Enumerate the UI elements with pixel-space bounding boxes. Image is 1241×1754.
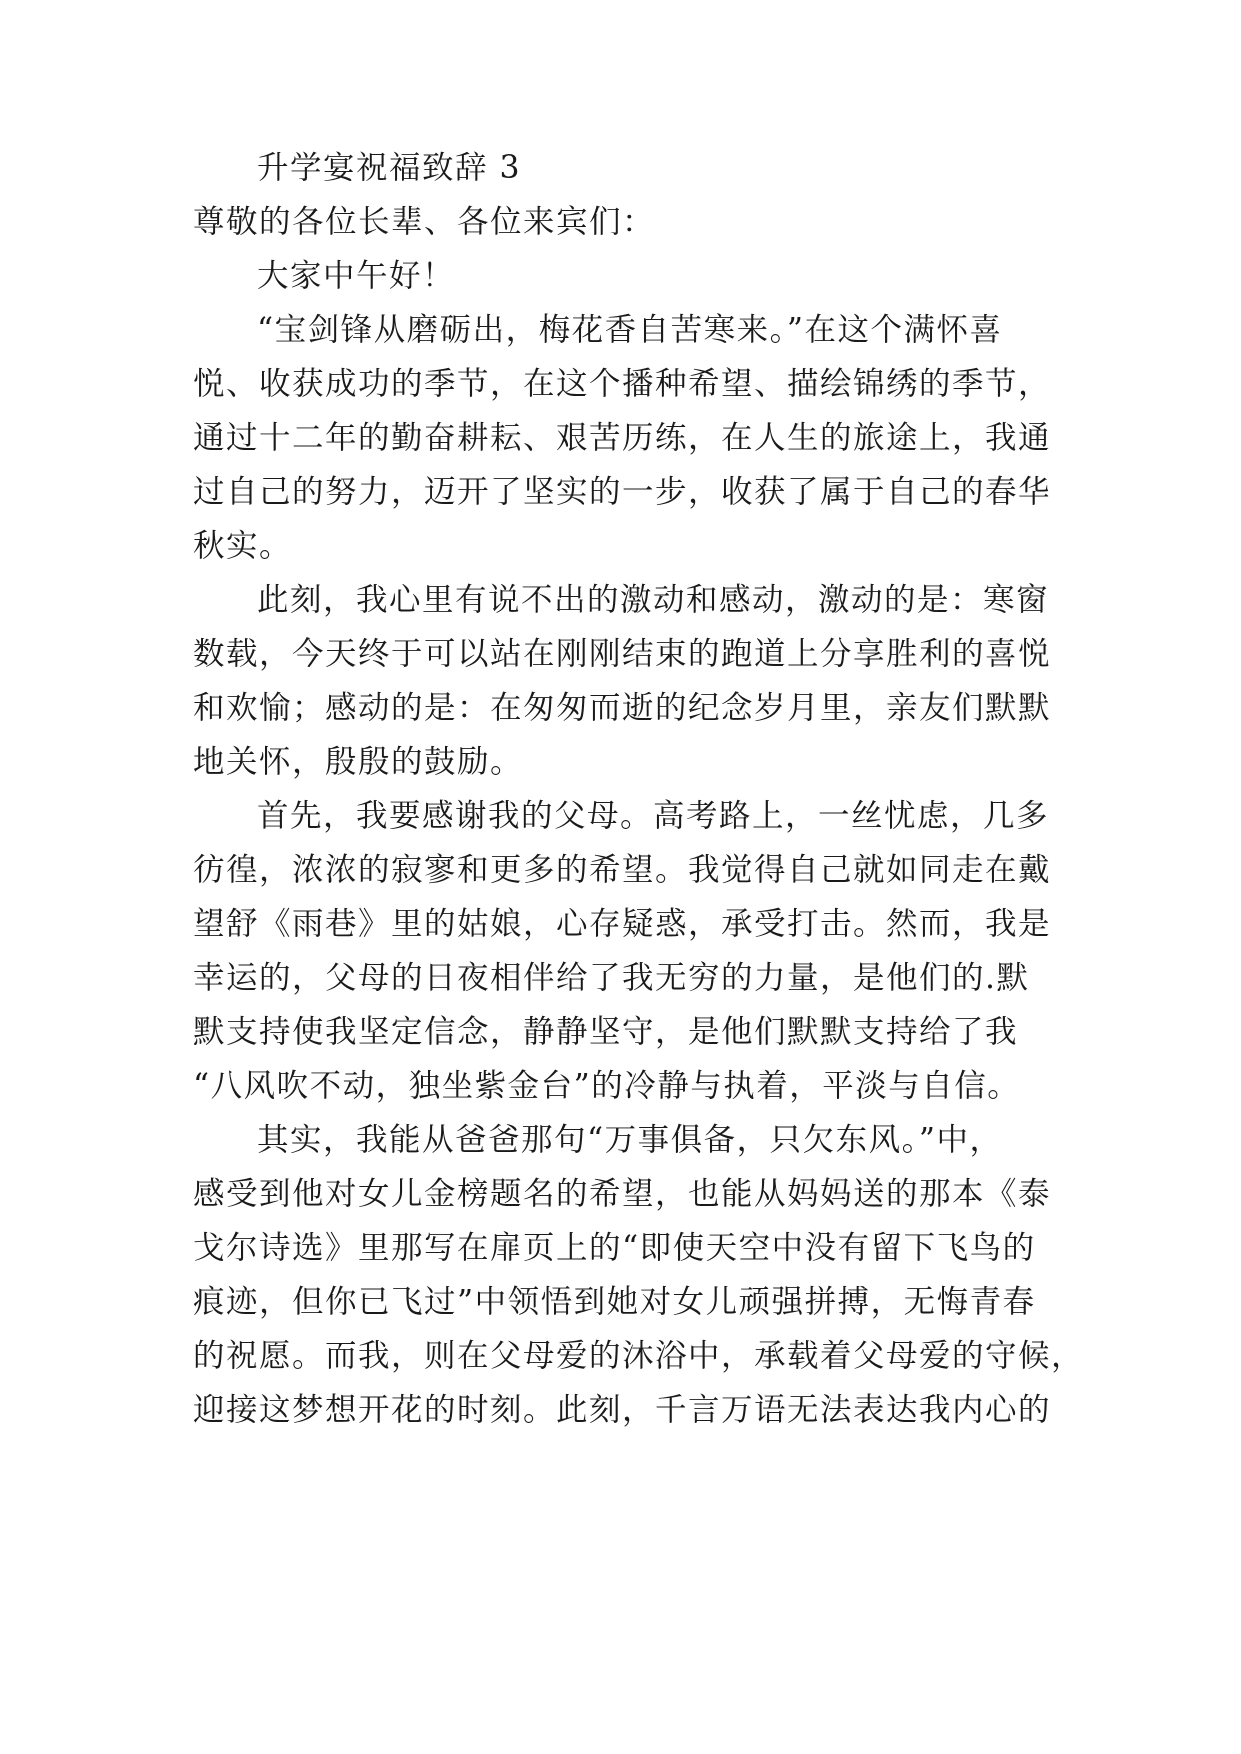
paragraph-line: 痕迹，但你已飞过”中领悟到她对女儿顽强拼搏，无悔青春 — [193, 1284, 1036, 1320]
paragraph-line: 和欢愉；感动的是：在匆匆而逝的纪念岁月里，亲友们默默 — [193, 690, 1052, 726]
paragraph-line: 通过十二年的勤奋耕耘、艰苦历练，在人生的旅途上，我通 — [193, 420, 1052, 456]
paragraph-line: 彷徨，浓浓的寂寥和更多的希望。我觉得自己就如同走在戴 — [193, 852, 1052, 888]
paragraph-line: 此刻，我心里有说不出的激动和感动，激动的是：寒窗 — [257, 582, 1050, 618]
paragraph-line: 数载，今天终于可以站在刚刚结束的跑道上分享胜利的喜悦 — [193, 636, 1052, 672]
paragraph-line: 秋实。 — [193, 528, 293, 564]
paragraph-line: 的祝愿。而我，则在父母爱的沐浴中，承载着父母爱的守候， — [193, 1338, 1085, 1374]
paragraph-line: 戈尔诗选》里那写在扉页上的“即使天空中没有留下飞鸟的 — [193, 1230, 1036, 1266]
paragraph-line: 幸运的，父母的日夜相伴给了我无穷的力量，是他们的.默 — [193, 960, 1030, 996]
paragraph-line: 望舒《雨巷》里的姑娘，心存疑惑，承受打击。然而，我是 — [193, 906, 1052, 942]
paragraph-line: 默支持使我坚定信念，静静坚守，是他们默默支持给了我 — [193, 1014, 1019, 1050]
paragraph-line: 感受到他对女儿金榜题名的希望，也能从妈妈送的那本《泰 — [193, 1176, 1052, 1212]
paragraph-line: “八风吹不动，独坐紫金台”的冷静与执着，平淡与自信。 — [193, 1068, 1021, 1104]
salutation: 尊敬的各位长辈、各位来宾们： — [193, 204, 656, 240]
paragraph-line: 地关怀，殷殷的鼓励。 — [193, 744, 524, 780]
greeting: 大家中午好！ — [257, 258, 456, 294]
document-title: 升学宴祝福致辞 3 — [257, 150, 522, 186]
paragraph-line: 悦、收获成功的季节，在这个播种希望、描绘锦绣的季节， — [193, 366, 1052, 402]
paragraph-line: 迎接这梦想开花的时刻。此刻，千言万语无法表达我内心的 — [193, 1392, 1052, 1428]
paragraph-line: 其实，我能从爸爸那句“万事俱备，只欠东风。”中， — [257, 1122, 1003, 1158]
paragraph-line: 首先，我要感谢我的父母。高考路上，一丝忧虑，几多 — [257, 798, 1050, 834]
paragraph-line: “宝剑锋从磨砺出，梅花香自苦寒来。”在这个满怀喜 — [257, 312, 1003, 348]
paragraph-line: 过自己的努力，迈开了坚实的一步，收获了属于自己的春华 — [193, 474, 1052, 510]
